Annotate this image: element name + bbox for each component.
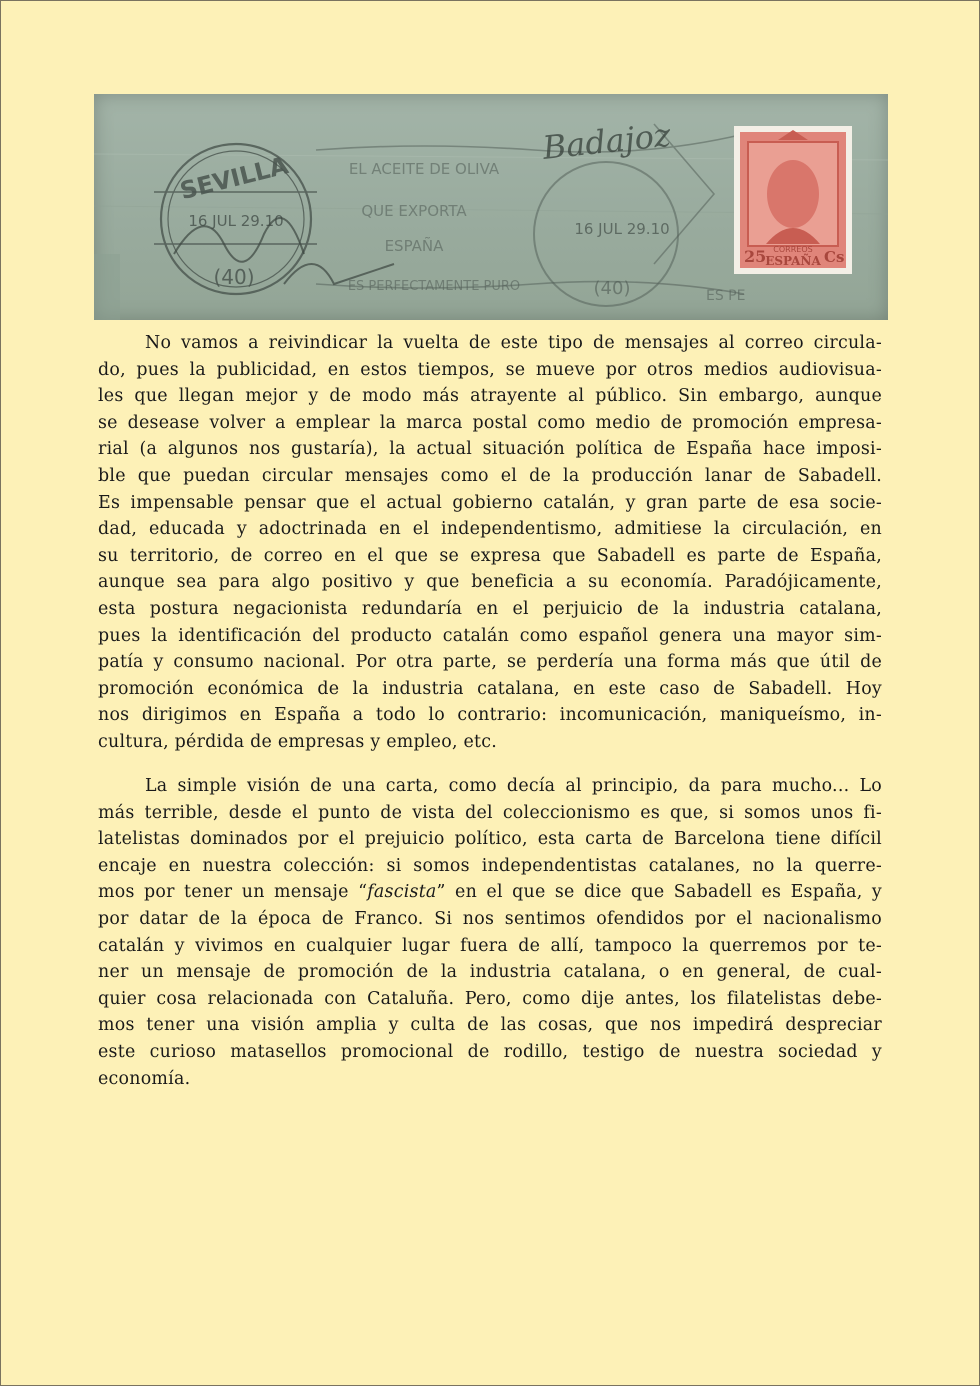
paragraph-1-line: se desease volver a emplear la marca postal como medio de promoción empresa- [98, 412, 882, 433]
paragraph-2-line: latelistas dominados por el prejuicio político, esta carta de Barcelona tiene difícil [98, 829, 882, 850]
paragraph-1-line: ble que puedan circular mensajes como el de la producción lanar de Sabadell. [98, 465, 882, 486]
line-text-before: mos por tener un mensaje “ [98, 882, 368, 903]
postmark-left-date: 16 JUL 29.10 [188, 212, 284, 230]
paragraph-2-line-with-italic [98, 879, 882, 906]
handwritten-annotation: Badajoz [540, 115, 673, 167]
paragraph-2-line: economía. [98, 1068, 191, 1089]
envelope-fragment-image [94, 94, 888, 320]
slogan-line-3: ESPAÑA [384, 237, 444, 255]
postmark-illustration [94, 94, 888, 320]
paragraph-1-line: aunque sea para algo positivo y que beneficia a su economía. Paradójicamente, [98, 572, 882, 593]
paragraph-1-line: esta postura negacionista redundaría en el perjuicio de la industria catalana, [98, 598, 882, 619]
paragraph-2-line: ner un mensaje de promoción de la industria catalana, o en general, de cual- [98, 962, 882, 983]
slogan-line-4: ES PERFECTAMENTE PURO [347, 279, 521, 294]
paragraph-2-line: más terrible, desde el punto de vista del coleccionismo es que, si somos unos fi- [98, 802, 882, 823]
paragraph-1-line: Es impensable pensar que el actual gobierno catalán, y gran parte de esa socie- [98, 492, 882, 513]
paragraph-1-line: pues la identificación del producto catalán como español genera una mayor sim- [98, 625, 882, 646]
paragraph-1-line: les que llegan mejor y de modo más atrayente al público. Sin embargo, aunque [98, 386, 882, 407]
postmark-left-city: SEVILLA [177, 151, 291, 206]
paragraph-1-line: dad, educada y adoctrinada en el independentismo, admitiese la circulación, en [98, 519, 882, 540]
slogan-edge-text: ES PE [706, 288, 746, 304]
stamp-value: 25 [744, 247, 767, 266]
stamp-unit: Cs [824, 248, 845, 266]
paragraph-1-line: promoción económica de la industria catalana, en este caso de Sabadell. Hoy [98, 678, 882, 699]
paragraph-1-line: su territorio, de correo en el que se expresa que Sabadell es parte de España, [98, 545, 882, 566]
paragraph-1-line: No vamos a reivindicar la vuelta de este tipo de mensajes al correo circula- [145, 333, 882, 353]
paragraph-1-line: rial (a algunos nos gustaría), la actual situación política de España hace imposi- [98, 439, 882, 460]
paragraph-2-line: mos tener una visión amplia y culta de las cosas, que nos impedirá despreciar [98, 1015, 882, 1036]
line-text-after: ” en el que se dice que Sabadell es España, y [436, 882, 882, 903]
slogan-line-1: EL ACEITE DE OLIVA [348, 160, 500, 178]
paragraph-2 [98, 773, 882, 1092]
paragraph-1-line: patía y consumo nacional. Por otra parte, se perdería una forma más que útil de [98, 652, 882, 673]
paragraph-1-line: cultura, pérdida de empresas y empleo, etc. [98, 731, 498, 752]
paragraph-2-line: quier cosa relacionada con Cataluña. Pero, como dije antes, los filatelistas debe- [98, 988, 882, 1009]
paragraph-2-line: este curioso matasellos promocional de rodillo, testigo de nuestra sociedad y [98, 1041, 882, 1062]
paragraph-2-line: La simple visión de una carta, como decía al principio, da para mucho... Lo [145, 776, 882, 796]
postmark-right-number: (40) [593, 278, 631, 299]
paragraph-2-line: por datar de la época de Franco. Si nos sentimos ofendidos por el nacionalismo [98, 908, 882, 929]
paragraph-2-line: catalán y vivimos en cualquier lugar fuera de allí, tampoco la querremos por te- [98, 935, 882, 956]
italic-term: fascista [367, 882, 437, 903]
postmark-left-number: (40) [213, 265, 255, 289]
stamp-caption: CORREOS [773, 245, 813, 254]
stamp-country: ESPAÑA [765, 254, 821, 268]
paragraph-1-line: do, pues la publicidad, en estos tiempos, se mueve por otros medios audiovisua- [98, 359, 882, 380]
postmark-right-date: 16 JUL 29.10 [574, 220, 670, 238]
paragraph-1-line: nos dirigimos en España a todo lo contrario: incomunicación, maniqueísmo, in- [98, 705, 882, 726]
paragraph-1 [98, 330, 882, 756]
slogan-line-2: QUE EXPORTA [361, 202, 467, 220]
paragraph-2-line: encaje en nuestra colección: si somos independentistas catalanes, no la querre- [98, 855, 882, 876]
